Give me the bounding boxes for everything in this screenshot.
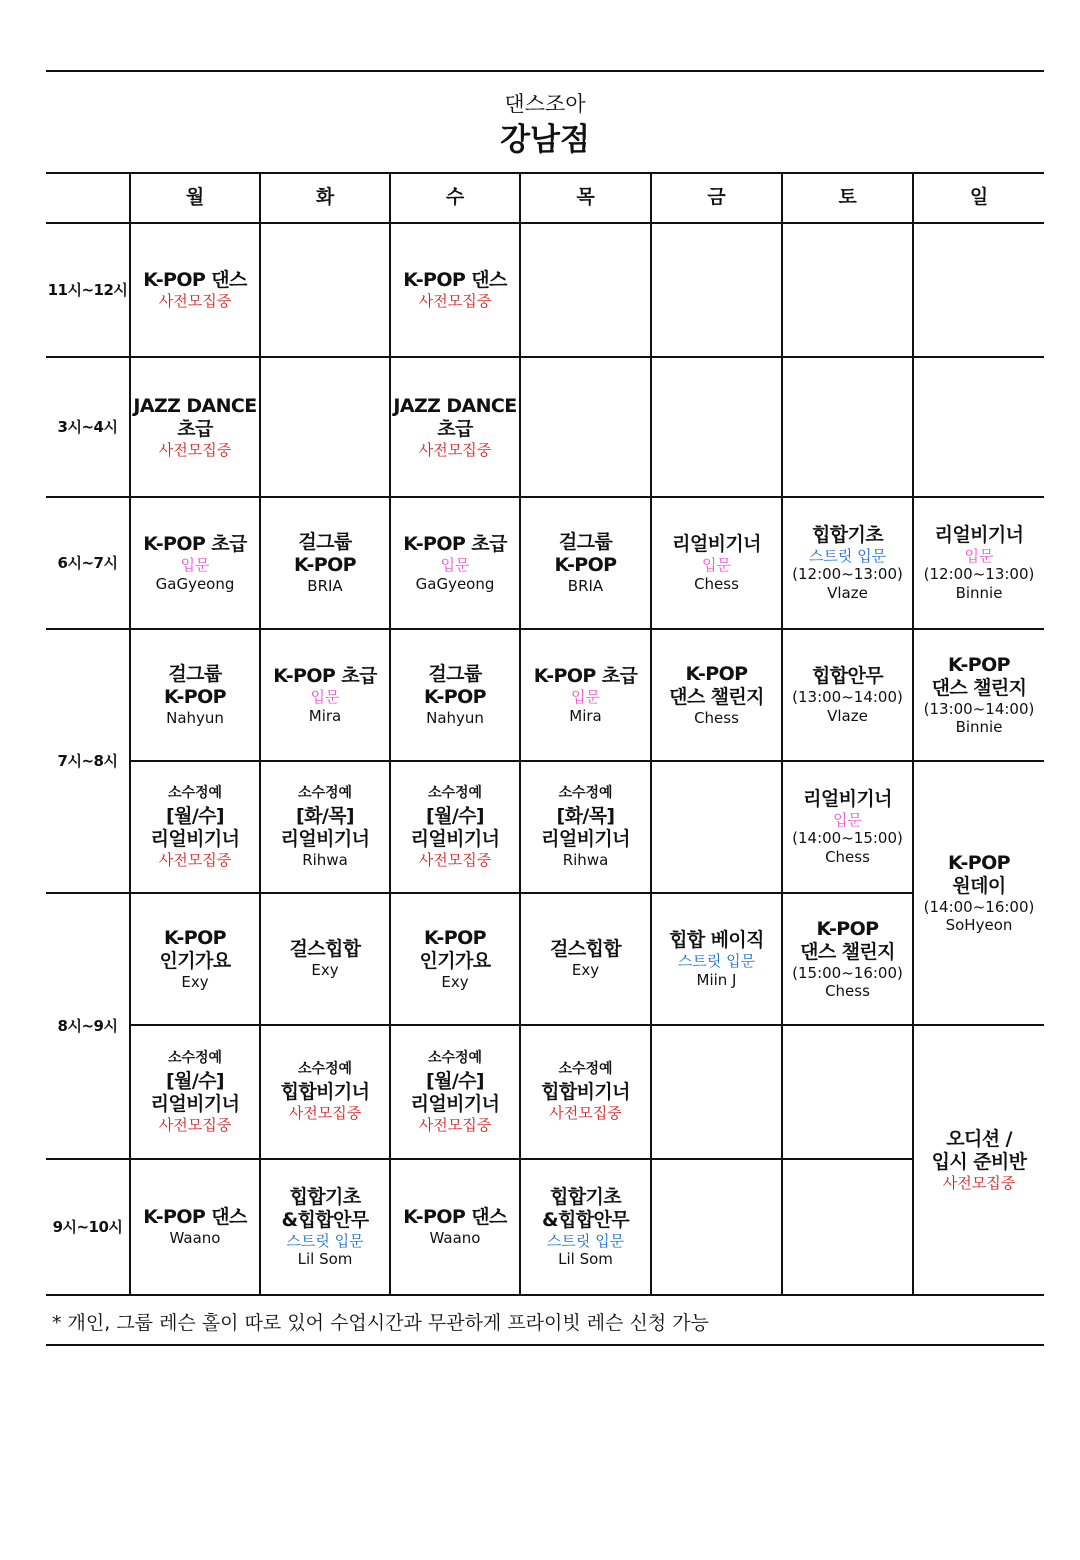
class-title: 초급	[177, 417, 213, 440]
schedule-table	[46, 172, 1044, 1346]
class-cell	[913, 497, 1044, 629]
instructor: Rihwa	[562, 851, 609, 870]
class-time: (14:00~16:00)	[923, 897, 1035, 916]
empty-cell	[260, 223, 390, 357]
class-title: 힙합 베이직	[669, 929, 764, 952]
class-cell	[130, 223, 260, 357]
instructor: Waano	[169, 1229, 221, 1248]
instructor: Binnie	[955, 718, 1003, 737]
day-header-thu: 목	[520, 173, 651, 223]
instructor: Vlaze	[827, 583, 868, 602]
instructor: BRIA	[567, 577, 604, 596]
class-cell	[260, 629, 390, 761]
class-title: K-POP	[948, 653, 1010, 676]
class-level: 스트릿 입문	[677, 952, 756, 971]
class-title: JAZZ DANCE	[393, 394, 517, 417]
class-cell	[782, 893, 913, 1025]
class-tag: 소수정예	[558, 1061, 613, 1078]
class-title: 리얼비기너	[410, 1092, 500, 1115]
class-title: K-POP 댄스	[403, 1206, 507, 1229]
class-cell	[913, 761, 1044, 1025]
day-header-row	[46, 173, 1044, 223]
class-cell	[520, 497, 651, 629]
class-time: (12:00~13:00)	[792, 565, 903, 584]
instructor: Lil Som	[297, 1250, 353, 1269]
instructor: Chess	[694, 574, 739, 593]
instructor: Lil Som	[558, 1250, 613, 1269]
class-title: 초급	[437, 417, 473, 440]
class-cell	[260, 497, 390, 629]
class-title: K-POP 초급	[273, 665, 377, 688]
class-days: [화/목]	[295, 804, 354, 827]
instructor: Nahyun	[166, 709, 224, 728]
instructor: Waano	[429, 1229, 481, 1248]
class-title: 걸스힙합	[549, 938, 622, 961]
class-cell	[260, 893, 390, 1025]
class-title: JAZZ DANCE	[133, 394, 257, 417]
class-title: K-POP	[294, 553, 356, 576]
class-title: 힙합비기너	[280, 1081, 370, 1104]
empty-cell	[651, 357, 782, 497]
class-title: K-POP 초급	[533, 665, 638, 688]
class-time: (13:00~14:00)	[792, 688, 903, 707]
class-cell	[390, 357, 520, 497]
class-cell	[260, 761, 390, 893]
day-header-sat: 토	[782, 173, 913, 223]
class-days: [화/목]	[556, 804, 615, 827]
class-title: 힙합안무	[811, 665, 884, 688]
instructor: Mira	[308, 706, 342, 725]
recruit-status: 사전모집중	[158, 441, 232, 460]
recruit-status: 사전모집중	[418, 1116, 492, 1135]
class-title: 리얼비기너	[150, 827, 240, 850]
empty-cell	[520, 357, 651, 497]
class-title: K-POP	[554, 553, 617, 576]
instructor: Mira	[569, 706, 602, 725]
empty-cell	[782, 223, 913, 357]
class-title: 리얼비기너	[803, 787, 892, 810]
class-cell	[913, 1025, 1044, 1295]
recruit-status: 사전모집중	[418, 441, 492, 460]
class-cell	[130, 357, 260, 497]
class-title: 리얼비기너	[150, 1092, 240, 1115]
recruit-status: 사전모집중	[942, 1174, 1016, 1193]
class-title: K-POP 초급	[143, 533, 247, 556]
class-cell	[782, 497, 913, 629]
class-level: 스트릿 입문	[808, 547, 887, 566]
empty-cell	[651, 223, 782, 357]
class-title: 걸그룹	[298, 530, 352, 553]
empty-cell	[260, 357, 390, 497]
brand-name: 댄스조아	[504, 92, 586, 116]
class-title: K-POP	[164, 926, 226, 949]
instructor: Rihwa	[302, 851, 348, 870]
class-title: 리얼비기너	[280, 827, 370, 850]
class-title: K-POP 댄스	[403, 269, 507, 292]
time-label: 11시~12시	[46, 223, 130, 357]
empty-cell	[782, 1159, 913, 1295]
recruit-status: 사전모집중	[549, 1104, 622, 1123]
day-header-fri: 금	[651, 173, 782, 223]
class-title: 힙합기초	[289, 1185, 361, 1208]
class-cell	[130, 1159, 260, 1295]
instructor: Nahyun	[426, 709, 484, 728]
class-title: 댄스 챌린지	[800, 940, 895, 963]
class-title: &힙합안무	[542, 1208, 629, 1231]
instructor: Vlaze	[827, 706, 868, 725]
class-title: K-POP	[816, 917, 879, 940]
class-title: 인기가요	[419, 949, 491, 972]
class-time: (15:00~16:00)	[792, 963, 903, 982]
class-cell	[520, 761, 651, 893]
empty-cell	[651, 1025, 782, 1159]
class-title: 힙합기초	[811, 523, 884, 546]
instructor: Binnie	[955, 583, 1003, 602]
class-title: 걸그룹	[558, 530, 613, 553]
time-label: 8시~9시	[46, 893, 130, 1159]
class-cell	[651, 629, 782, 761]
class-title: K-POP	[424, 685, 486, 708]
class-cell	[782, 629, 913, 761]
instructor: Miin J	[696, 970, 737, 989]
class-title: K-POP	[685, 662, 748, 685]
class-cell	[390, 1025, 520, 1159]
time-label: 3시~4시	[46, 357, 130, 497]
slot-row	[46, 1159, 1044, 1295]
class-cell	[520, 1025, 651, 1159]
slot-row	[46, 761, 1044, 893]
empty-cell	[651, 761, 782, 893]
class-cell	[782, 761, 913, 893]
class-level: 스트릿 입문	[286, 1231, 364, 1250]
instructor: GaGyeong	[155, 574, 235, 593]
class-tag: 소수정예	[167, 1049, 223, 1066]
class-title: 인기가요	[159, 949, 231, 972]
recruit-status: 사전모집중	[418, 292, 492, 311]
class-title: 오디션 /	[946, 1127, 1012, 1150]
class-level: 입문	[702, 556, 731, 575]
branch-title: 강남점	[500, 122, 590, 158]
class-title: 힙합기초	[549, 1185, 622, 1208]
class-title: 힙합비기너	[541, 1081, 630, 1104]
slot-row	[46, 357, 1044, 497]
instructor: GaGyeong	[415, 574, 495, 593]
class-time: (13:00~14:00)	[923, 699, 1035, 718]
class-tag: 소수정예	[167, 784, 223, 801]
class-level: 스트릿 입문	[546, 1231, 625, 1250]
class-title: 리얼비기너	[541, 827, 630, 850]
instructor: Chess	[825, 847, 870, 866]
class-cell	[130, 761, 260, 893]
class-title: 입시 준비반	[931, 1150, 1027, 1173]
class-days: [월/수]	[165, 1069, 224, 1092]
class-level: 입문	[964, 547, 994, 566]
instructor: BRIA	[307, 577, 343, 596]
class-title: K-POP 댄스	[143, 1206, 247, 1229]
empty-cell	[913, 357, 1044, 497]
class-title: 리얼비기너	[934, 523, 1024, 546]
class-cell	[130, 893, 260, 1025]
instructor: Exy	[571, 961, 600, 980]
class-level: 입문	[310, 688, 340, 707]
class-title: 걸그룹	[428, 662, 482, 685]
class-cell	[390, 761, 520, 893]
class-level: 입문	[180, 556, 210, 575]
class-title: 리얼비기너	[410, 827, 500, 850]
recruit-status: 사전모집중	[158, 1116, 232, 1135]
slot-row	[46, 1025, 1044, 1159]
top-rule	[46, 70, 1044, 72]
class-tag: 소수정예	[427, 1049, 483, 1066]
class-time: (12:00~13:00)	[923, 565, 1035, 584]
time-label: 7시~8시	[46, 629, 130, 893]
recruit-status: 사전모집중	[418, 851, 492, 870]
footnote: * 개인, 그룹 레슨 홀이 따로 있어 수업시간과 무관하게 프라이빗 레슨 신청 가능	[52, 1312, 709, 1334]
class-title: K-POP	[164, 685, 226, 708]
instructor: SoHyeon	[945, 916, 1013, 935]
class-tag: 소수정예	[297, 784, 353, 801]
empty-cell	[913, 223, 1044, 357]
class-title: 댄스 챌린지	[669, 685, 764, 708]
class-title: K-POP	[948, 851, 1010, 874]
class-cell	[260, 1159, 390, 1295]
time-label: 9시~10시	[46, 1159, 130, 1295]
class-cell	[130, 629, 260, 761]
recruit-status: 사전모집중	[158, 292, 232, 311]
time-label: 6시~7시	[46, 497, 130, 629]
class-cell	[390, 629, 520, 761]
corner-cell	[46, 173, 130, 223]
class-level: 입문	[440, 556, 470, 575]
class-time: (14:00~15:00)	[792, 829, 903, 848]
day-header-sun: 일	[913, 173, 1044, 223]
class-cell	[520, 629, 651, 761]
class-days: [월/수]	[425, 804, 484, 827]
class-tag: 소수정예	[297, 1061, 353, 1078]
class-days: [월/수]	[165, 804, 224, 827]
class-cell	[130, 497, 260, 629]
class-cell	[913, 629, 1044, 761]
slot-row	[46, 629, 1044, 761]
class-cell	[130, 1025, 260, 1159]
class-days: [월/수]	[425, 1069, 484, 1092]
day-header-mon: 월	[130, 173, 260, 223]
slot-row	[46, 497, 1044, 629]
class-cell	[260, 1025, 390, 1159]
instructor: Exy	[181, 973, 209, 992]
class-title: 걸스힙합	[289, 938, 361, 961]
recruit-status: 사전모집중	[158, 851, 232, 870]
slot-row	[46, 893, 1044, 1025]
class-cell	[520, 1159, 651, 1295]
empty-cell	[782, 357, 913, 497]
class-title: 걸그룹	[168, 662, 222, 685]
class-tag: 소수정예	[427, 784, 483, 801]
day-header-tue: 화	[260, 173, 390, 223]
day-header-wed: 수	[390, 173, 520, 223]
recruit-status: 사전모집중	[288, 1104, 362, 1123]
empty-cell	[651, 1159, 782, 1295]
class-title: K-POP 댄스	[143, 269, 247, 292]
class-title: K-POP 초급	[403, 533, 507, 556]
class-title: 리얼비기너	[672, 533, 761, 556]
class-level: 입문	[571, 688, 600, 707]
slot-row	[46, 223, 1044, 357]
instructor: Exy	[441, 973, 469, 992]
class-title: 원데이	[952, 874, 1006, 897]
class-cell	[390, 1159, 520, 1295]
empty-cell	[782, 1025, 913, 1159]
instructor: Exy	[311, 961, 339, 980]
class-title: 댄스 챌린지	[931, 676, 1027, 699]
class-level: 입문	[833, 811, 862, 830]
class-cell	[390, 223, 520, 357]
class-title: K-POP	[424, 926, 486, 949]
empty-cell	[520, 223, 651, 357]
class-title: &힙합안무	[281, 1208, 369, 1231]
instructor: Chess	[825, 982, 870, 1001]
class-tag: 소수정예	[558, 784, 613, 801]
instructor: Chess	[694, 709, 739, 728]
class-cell	[651, 893, 782, 1025]
class-cell	[520, 893, 651, 1025]
class-cell	[651, 497, 782, 629]
class-cell	[390, 497, 520, 629]
class-cell	[390, 893, 520, 1025]
